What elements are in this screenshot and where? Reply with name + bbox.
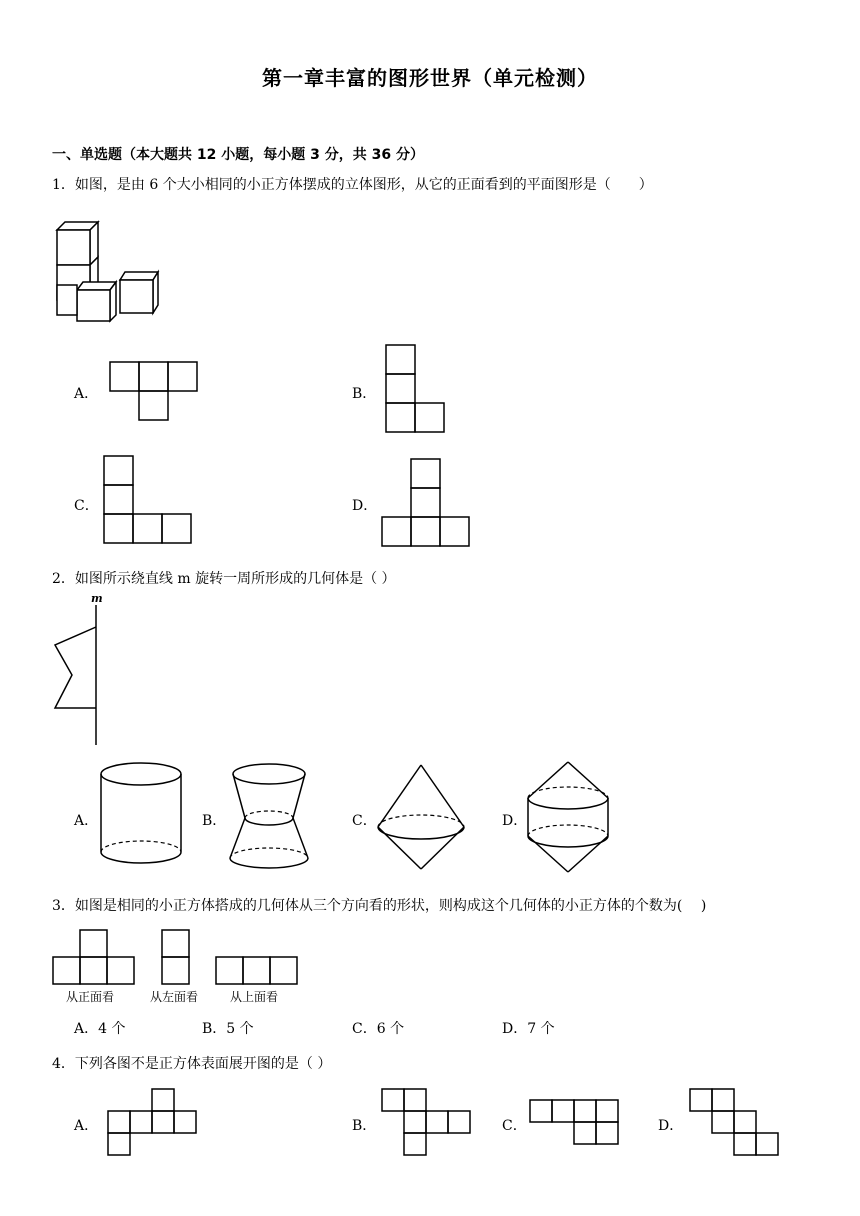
q3-front-view [53,930,137,986]
q3-option-d[interactable]: D．7 个 [502,1021,555,1037]
q1-option-d-label[interactable]: D． [352,498,378,514]
q1-option-d-figure [382,459,472,549]
q2-option-c-label[interactable]: C． [352,813,377,829]
q2-rotation-figure [52,605,102,745]
q1-option-b-label[interactable]: B． [352,386,377,402]
q2-option-d-cone-cylinder-cone [526,760,616,878]
q1-cube-stack-figure [52,210,162,325]
question-2-text: 2．如图所示绕直线 m 旋转一周所形成的几何体是（ ） [52,571,396,587]
q4-option-b-label[interactable]: B． [352,1118,377,1134]
q2-option-d-label[interactable]: D． [502,813,528,829]
q2-option-a-cylinder [100,762,184,866]
axis-label-m: m [91,592,103,605]
q1-option-c-label[interactable]: C． [74,498,99,514]
q3-top-view-caption: 从上面看 [230,990,279,1004]
q3-top-view [216,957,300,987]
q1-option-c-figure [104,456,194,546]
q3-option-b[interactable]: B．5 个 [202,1021,254,1037]
q3-option-a[interactable]: A．4 个 [74,1021,126,1037]
question-1-text: 1．如图，是由 6 个大小相同的小正方体摆成的立体图形，从它的正面看到的平面图形是（ ） [52,177,653,193]
q3-left-view [162,930,192,986]
q3-option-c[interactable]: C．6 个 [352,1021,405,1037]
q4-option-b-net [382,1089,472,1159]
q4-option-a-net [108,1089,198,1159]
q4-option-a-label[interactable]: A． [74,1118,99,1134]
q4-option-c-net [530,1100,622,1148]
question-3-text: 3．如图是相同的小正方体搭成的几何体从三个方向看的形状，则构成这个几何体的小正方体的个数为( ) [52,898,707,914]
section-heading: 一、单选题（本大题共 12 小题，每小题 3 分，共 36 分） [52,147,424,163]
q4-option-d-net [690,1089,782,1159]
question-4-text: 4．下列各图不是正方体表面展开图的是（ ） [52,1056,332,1072]
page-title: 第一章丰富的图形世界（单元检测） [262,66,598,90]
q4-option-c-label[interactable]: C． [502,1118,527,1134]
q4-option-d-label[interactable]: D． [658,1118,684,1134]
q2-option-b-hourglass [228,762,312,870]
q3-front-view-caption: 从正面看 [66,990,115,1004]
q2-option-c-double-cone [376,763,466,873]
q2-option-a-label[interactable]: A． [74,813,99,829]
q1-option-a-figure [110,362,200,422]
q1-option-a-label[interactable]: A． [74,386,99,402]
q1-option-b-figure [386,345,446,435]
q3-left-view-caption: 从左面看 [150,990,199,1004]
q2-option-b-label[interactable]: B． [202,813,227,829]
